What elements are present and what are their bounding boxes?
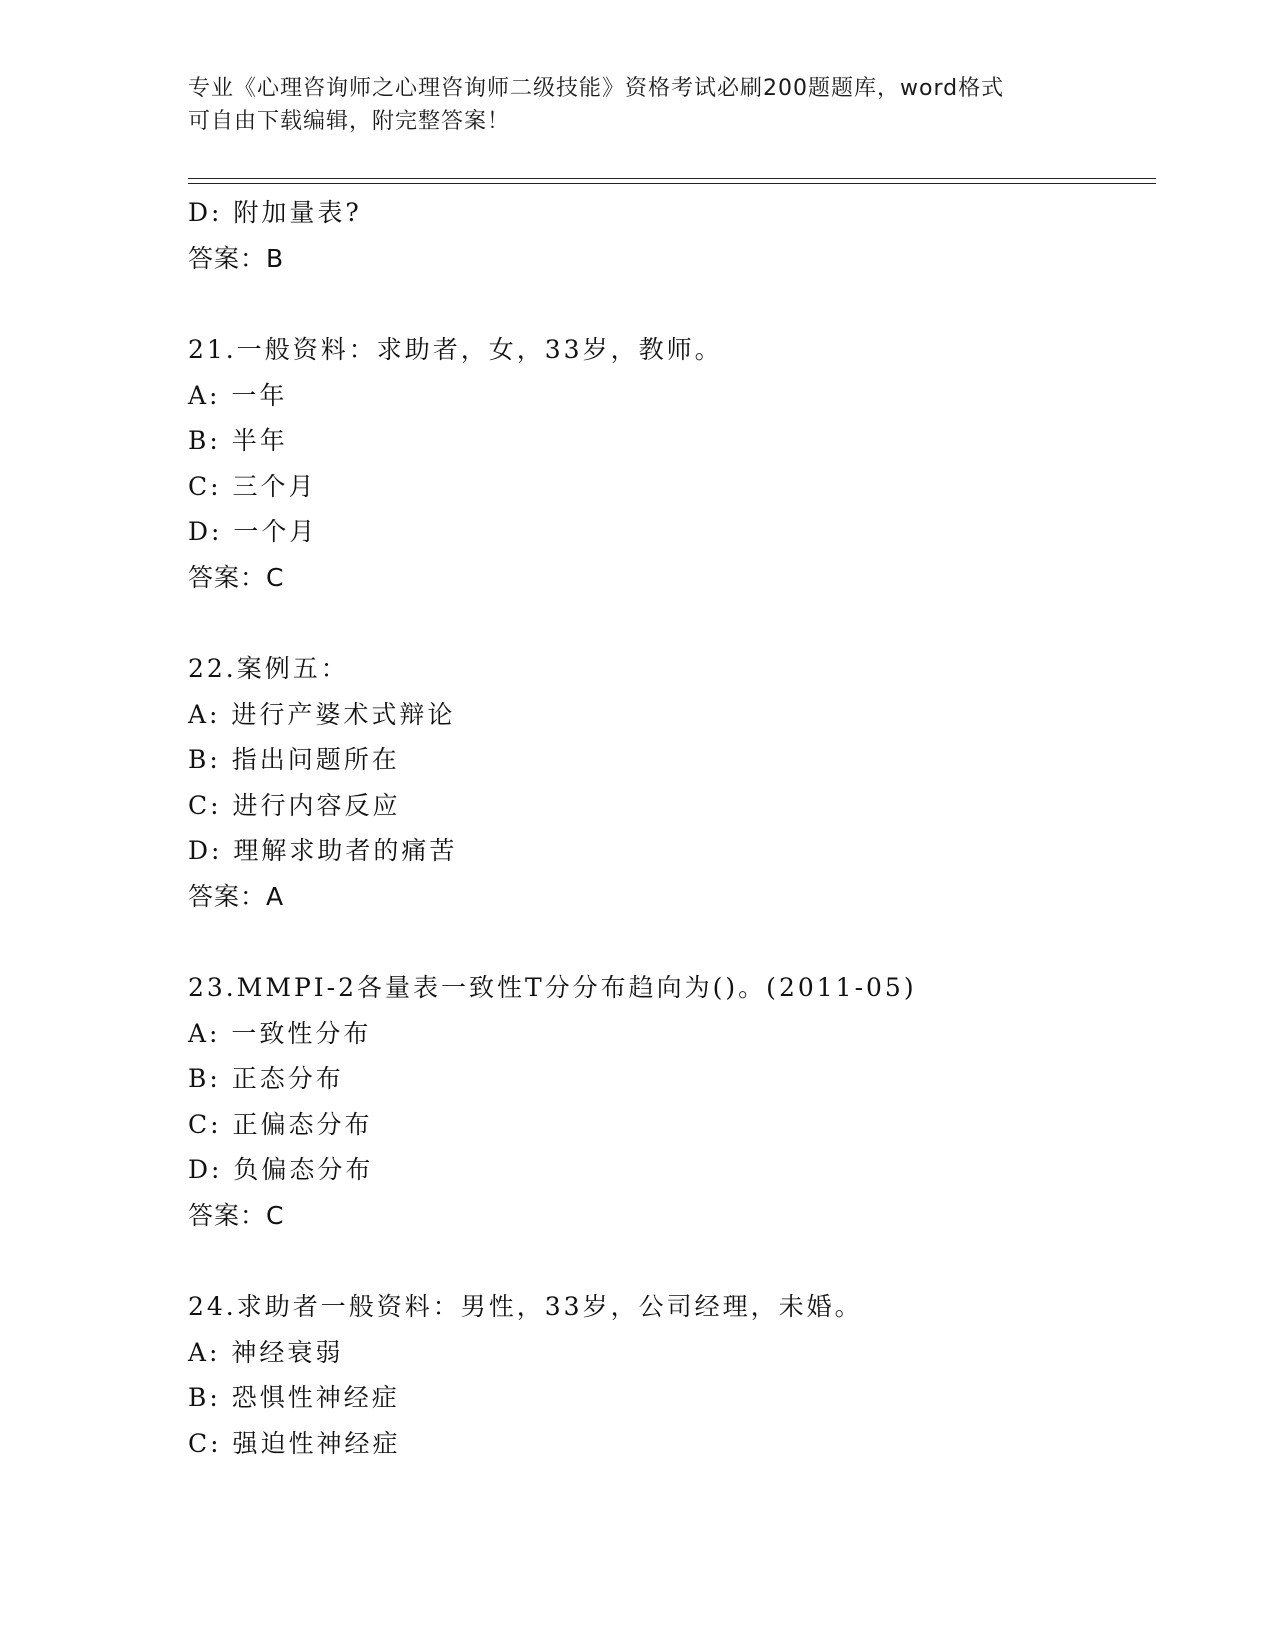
question-list [188, 190, 1156, 1466]
header-rule-bottom [188, 183, 1156, 184]
option-a: A: 神经衰弱 [188, 1337, 344, 1367]
answer: 答案：C [188, 562, 285, 592]
question-stem: 23.MMPI-2各量表一致性T分分布趋向为()。(2011-05) [188, 973, 917, 1002]
option-b: B: 正态分布 [188, 1064, 344, 1093]
spacer [188, 600, 1156, 646]
spacer [188, 281, 1156, 327]
option-d: D: 理解求助者的痛苦 [188, 836, 458, 865]
spacer [188, 919, 1156, 965]
option-d: D: 一个月 [188, 517, 318, 546]
option-c: C: 三个月 [188, 471, 317, 501]
option-a: A: 一年 [188, 380, 288, 410]
header-line-2: 可自由下载编辑，附完整答案！ [188, 109, 511, 134]
answer: 答案：A [188, 881, 285, 911]
question-22 [188, 646, 1156, 919]
question-stem: 24.求助者一般资料：男性，33岁，公司经理，未婚。 [188, 1292, 863, 1321]
option-d: D: 负偏态分布 [188, 1155, 374, 1184]
document-header [188, 72, 1088, 138]
option-b: B: 指出问题所在 [188, 745, 400, 774]
spacer [188, 1238, 1156, 1284]
option-c: C: 进行内容反应 [188, 790, 401, 820]
question-stem: 22.案例五： [188, 654, 349, 683]
question-23 [188, 965, 1156, 1238]
answer: 答案：C [188, 1200, 285, 1230]
header-line-1: 专业《心理咨询师之心理咨询师二级技能》资格考试必刷200题题库，word格式 [188, 76, 1005, 101]
option-b: B: 半年 [188, 426, 288, 455]
option-a: A: 一致性分布 [188, 1018, 372, 1048]
option-c: C: 正偏态分布 [188, 1109, 373, 1139]
question-21 [188, 327, 1156, 600]
option-a: A: 进行产婆术式辩论 [188, 699, 456, 729]
option-b: B: 恐惧性神经症 [188, 1383, 400, 1412]
question-stem: 21.一般资料：求助者，女，33岁，教师。 [188, 335, 723, 364]
question-24 [188, 1284, 1156, 1466]
continued-option-d: D: 附加量表? [188, 198, 362, 227]
continued-answer: 答案：B [188, 243, 285, 273]
option-c: C: 强迫性神经症 [188, 1428, 401, 1458]
header-rule-top [188, 178, 1156, 179]
